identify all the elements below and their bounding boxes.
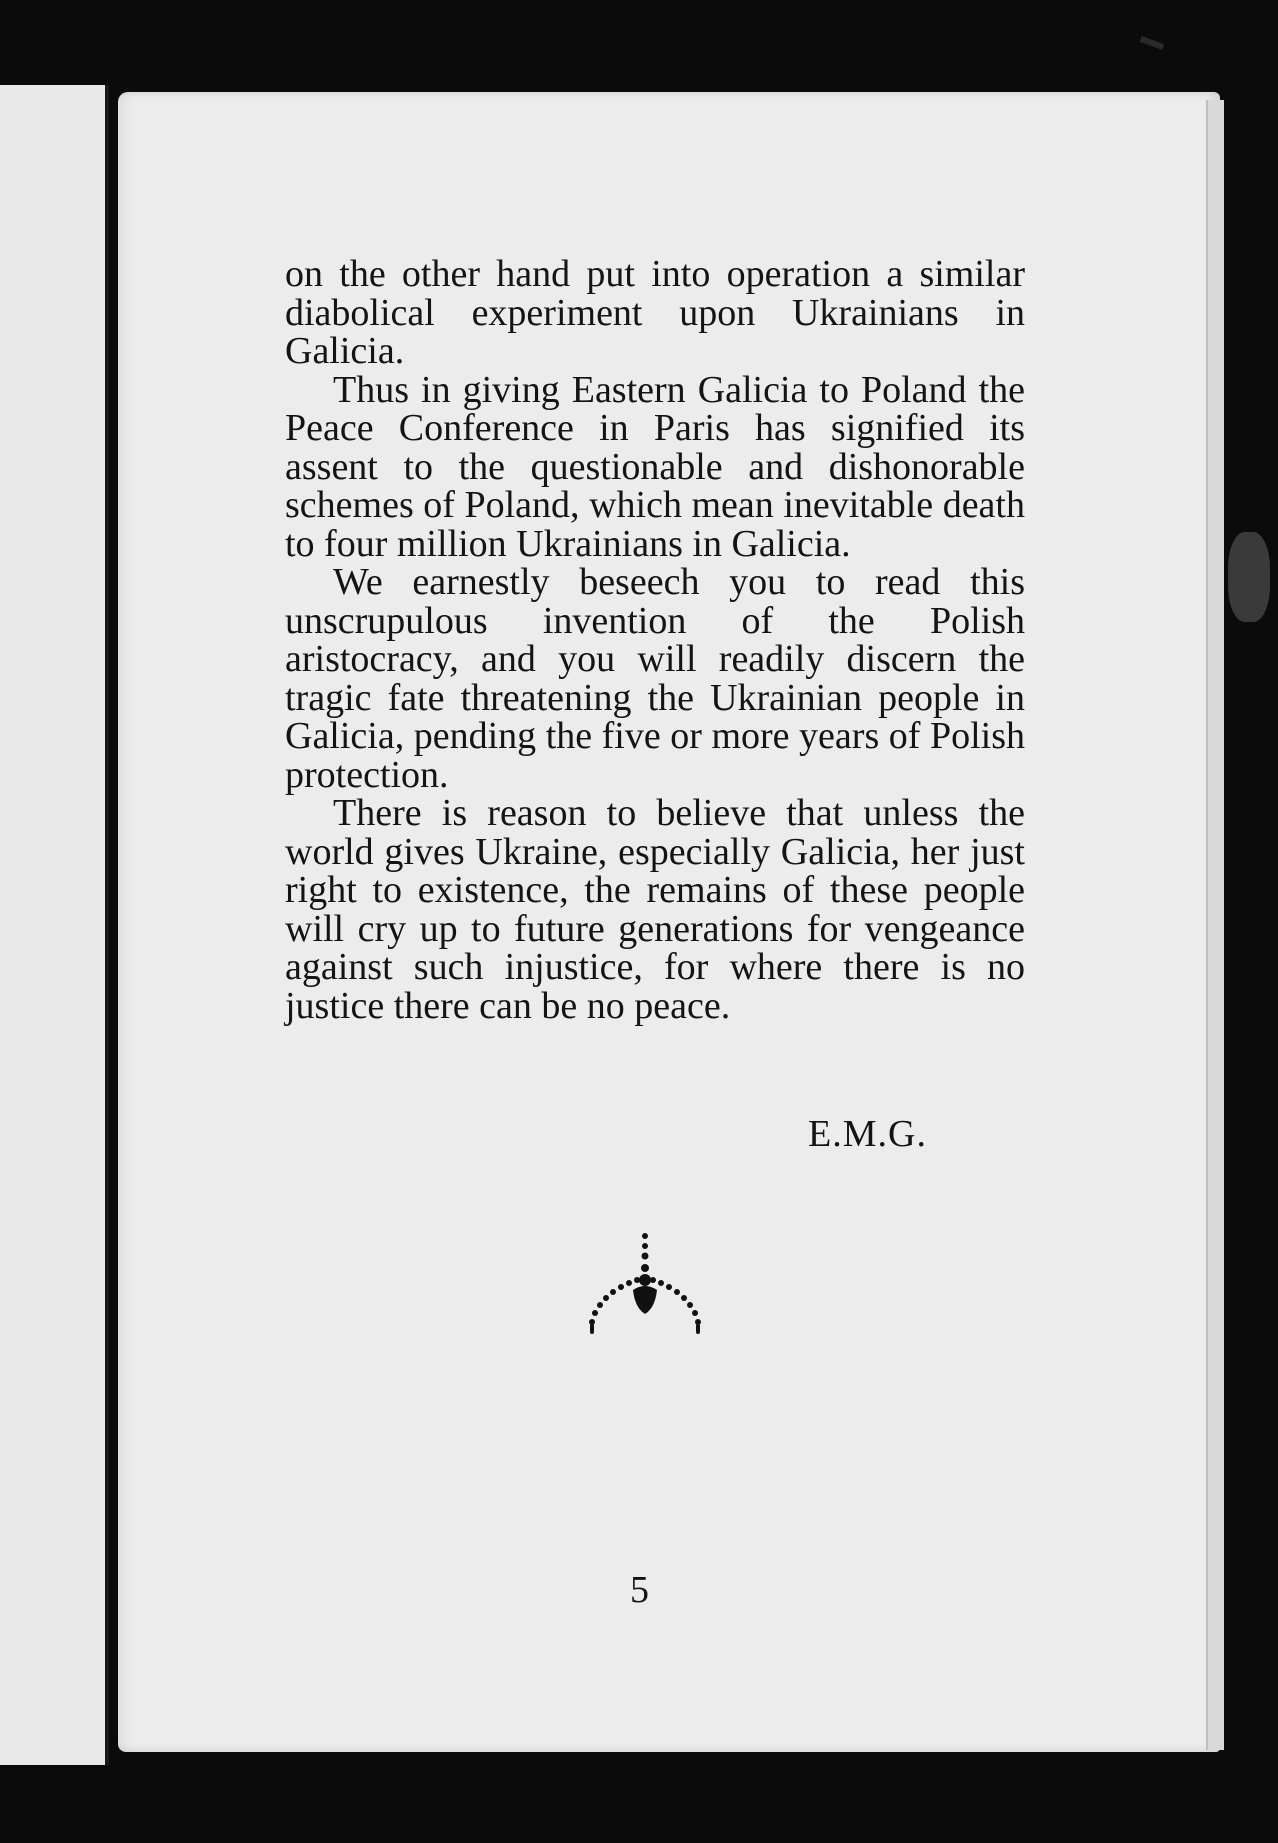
scan-artifact [1140,36,1165,50]
paragraph-3: We earnestly beseech you to read this unscrupulous invention of the Polish aristocracy, and you will readily discern the tragic fate threatening the Ukrainian people in Galicia, pending the five or more years of Polish protection. [285,561,1025,796]
floral-ornament-icon [575,1228,715,1348]
paragraph-1: on the other hand put into operation a similar diabolical experiment upon Ukrainians in Galicia. [285,253,1025,372]
left-page-edge [0,85,109,1765]
page-edge-shadow [1206,100,1224,1750]
paragraph-4: There is reason to believe that unless the world gives Ukraine, especially Galicia, her just right to existence, the remains of these people will cry up to future generations for vengeance against such injustice, for where there is no justice there can be no peace. [285,792,1025,1027]
body-text [285,255,1025,1025]
signature-initials: E.M.G. [808,1113,927,1155]
page-number: 5 [630,1569,649,1611]
paragraph-2: Thus in giving Eastern Galicia to Poland the Peace Conference in Paris has signified its assent to the questionable and dishonorable schemes of Poland, which mean inevitable death to four million Ukrainians in Galicia. [285,368,1025,565]
scan-artifact [1228,532,1270,622]
